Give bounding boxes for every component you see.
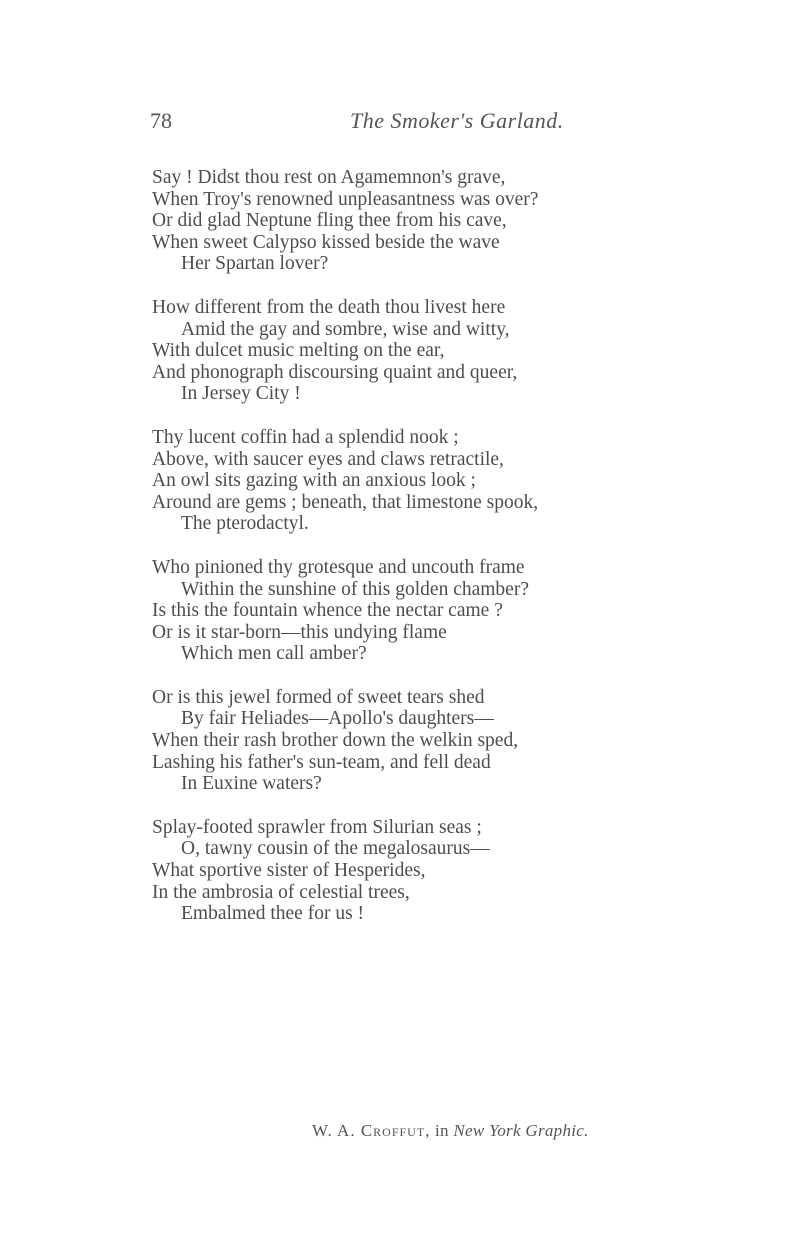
- poem-line: When sweet Calypso kissed beside the wave: [152, 231, 500, 253]
- poem-line: Or did glad Neptune fling thee from his cave,: [152, 210, 507, 232]
- page-number: 78: [150, 108, 172, 133]
- attribution-author: W. A. Croffut,: [312, 1121, 431, 1140]
- poem-line: Or is it star-born—this undying flame: [152, 621, 447, 643]
- attribution-source: New York Graphic.: [453, 1121, 589, 1140]
- poem-line: And phonograph discoursing quaint and queer,: [152, 361, 518, 383]
- attribution: [312, 1121, 589, 1141]
- running-head: [150, 108, 750, 138]
- poem-line: An owl sits gazing with an anxious look ;: [152, 470, 476, 492]
- poem-line: In Euxine waters?: [181, 773, 322, 795]
- poem-line: Which men call amber?: [181, 643, 367, 665]
- poem-line: In Jersey City !: [181, 383, 301, 405]
- poem-line: Or is this jewel formed of sweet tears shed: [152, 686, 485, 708]
- running-title: The Smoker's Garland.: [350, 108, 564, 133]
- stanza: [152, 167, 792, 275]
- poem-line: Splay-footed sprawler from Silurian seas ;: [152, 816, 482, 838]
- poem-line: How different from the death thou livest here: [152, 296, 506, 318]
- stanza: [152, 297, 792, 405]
- stanza: [152, 687, 792, 795]
- stanza: [152, 817, 792, 925]
- poem-line: When their rash brother down the welkin sped,: [152, 730, 519, 752]
- poem-line: Within the sunshine of this golden chamber?: [181, 578, 529, 600]
- poem-line: What sportive sister of Hesperides,: [152, 860, 426, 882]
- poem-line: When Troy's renowned unpleasantness was over?: [152, 188, 539, 210]
- poem-line: With dulcet music melting on the ear,: [152, 340, 445, 362]
- poem-line: Lashing his father's sun-team, and fell dead: [152, 751, 491, 773]
- poem-line: Thy lucent coffin had a splendid nook ;: [152, 426, 459, 448]
- poem-line: Say ! Didst thou rest on Agamemnon's grave,: [152, 167, 506, 188]
- stanza: [152, 557, 792, 665]
- poem-line: Her Spartan lover?: [181, 253, 329, 275]
- attribution-connector: in: [435, 1121, 449, 1140]
- poem-line: Who pinioned thy grotesque and uncouth frame: [152, 556, 525, 578]
- poem-line: Is this the fountain whence the nectar came ?: [152, 600, 503, 622]
- poem-line: The pterodactyl.: [181, 513, 309, 535]
- poem-line: Amid the gay and sombre, wise and witty,: [181, 318, 510, 340]
- poem-line: In the ambrosia of celestial trees,: [152, 881, 410, 903]
- poem-line: By fair Heliades—Apollo's daughters—: [181, 708, 494, 730]
- poem-line: Embalmed thee for us !: [181, 903, 365, 925]
- stanza: [152, 427, 792, 535]
- poem-line: O, tawny cousin of the megalosaurus—: [181, 838, 490, 860]
- poem: [152, 167, 792, 947]
- poem-line: Around are gems ; beneath, that limestone spook,: [152, 491, 539, 513]
- poem-line: Above, with saucer eyes and claws retractile,: [152, 448, 504, 470]
